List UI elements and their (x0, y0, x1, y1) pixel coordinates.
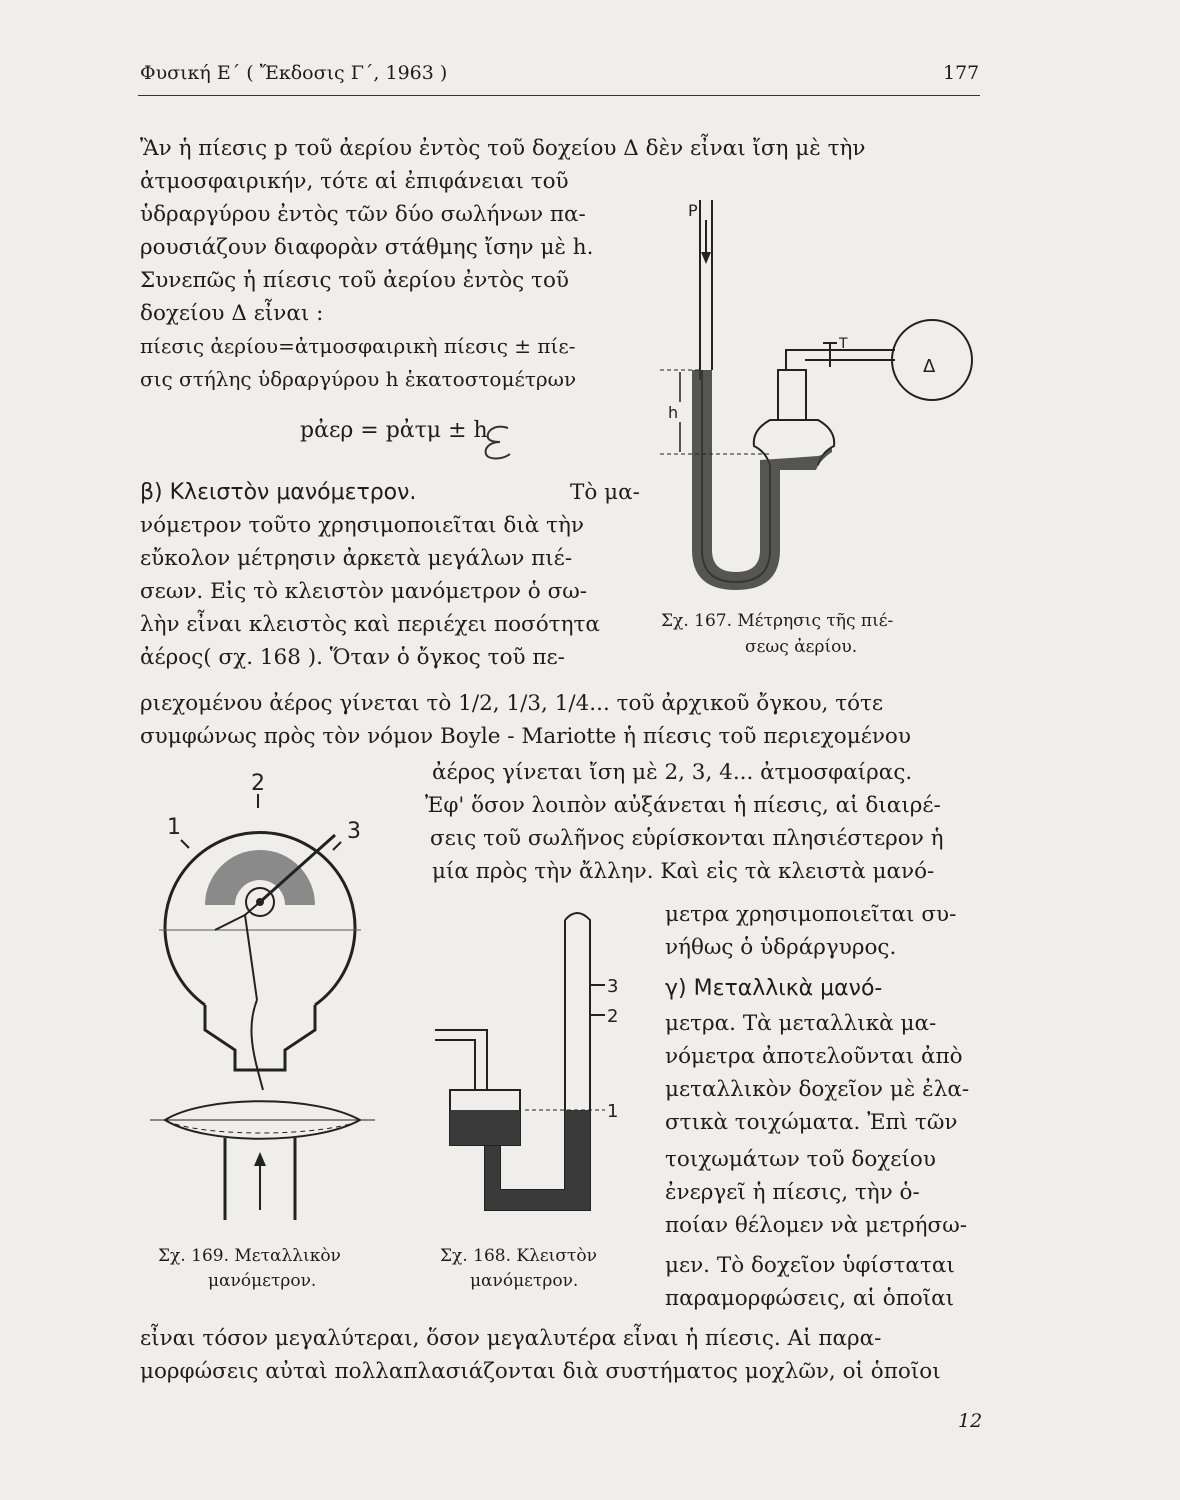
reservoir-mercury (450, 1110, 520, 1145)
text-line: Τὸ μα- (570, 480, 640, 505)
mercury-column (692, 370, 832, 590)
label-vessel: Δ (923, 356, 936, 377)
figure-169-metal-manometer (145, 760, 380, 1220)
text-line: παραμορφώσεις, αἱ ὁποῖαι (665, 1286, 955, 1311)
text-line: Ἐφ' ὅσον λοιπὸν αὐξάνεται ἡ πίεσις, αἱ διαιρέ- (425, 793, 941, 818)
handwritten-epsilon (478, 422, 518, 462)
text-line: συμφώνως πρὸς τὸν νόμον Boyle - Mariotte ἡ πίεσις τοῦ περιεχομένου (140, 724, 911, 749)
label-p: P (688, 201, 698, 220)
text-line: μία πρὸς τὴν ἄλλην. Καὶ εἰς τὰ κλειστὰ μανό- (432, 859, 935, 884)
text-line: νήθως ὁ ὑδράργυρος. (665, 935, 897, 960)
text-line: ὑδραργύρου ἐντὸς τῶν δύο σωλήνων πα- (140, 202, 586, 227)
text-line: ἀέρος γίνεται ἴση μὲ 2, 3, 4... ἀτμοσφαίρας. (432, 760, 913, 785)
text-line: σεις τοῦ σωλῆνος εὑρίσκονται πλησιέστερον ἡ (430, 826, 944, 851)
tick-3 (333, 842, 341, 850)
text-line: Ἂν ἡ πίεσις p τοῦ ἀερίου ἐντὸς τοῦ δοχείου Δ δὲν εἶναι ἴση μὲ τὴν (140, 136, 866, 161)
text-line: ἀτμοσφαιρικήν, τότε αἱ ἐπιφάνειαι τοῦ (140, 169, 569, 194)
inlet-arrow-head (254, 1152, 266, 1166)
lever-arm (215, 915, 245, 930)
bourdon-rod (251, 1000, 263, 1090)
caption-fig-167-line2: σεως ἀερίου. (745, 637, 858, 657)
scale-label-1: 1 (607, 1101, 619, 1122)
scale-label-3: 3 (607, 976, 619, 997)
section-heading-metal: γ) Μεταλλικὰ μανό- (665, 976, 883, 1001)
caption-fig-168: Σχ. 168. Κλειστὸν (440, 1246, 597, 1266)
connector-pipe (786, 350, 805, 370)
text-line: δοχείου Δ εἶναι : (140, 301, 324, 326)
dial-label-3: 3 (347, 819, 361, 844)
label-h: h (668, 403, 679, 422)
inlet-bend-outer (435, 1040, 475, 1090)
text-line: εὔκολον μέτρησιν ἀρκετὰ μεγάλων πιέ- (140, 546, 573, 571)
header-rule (138, 95, 980, 96)
figure-167-open-manometer (640, 190, 990, 610)
text-line: μεταλλικὸν δοχεῖον μὲ ἐλα- (665, 1077, 970, 1102)
caption-fig-167: Σχ. 167. Μέτρησις τῆς πιέ- (661, 611, 894, 631)
scale-label-2: 2 (607, 1006, 619, 1027)
text-line: μετρα. Τὰ μεταλλικὰ μα- (665, 1011, 937, 1036)
text-line: νόμετρα ἀποτελοῦνται ἀπὸ (665, 1044, 963, 1069)
dial-label-2: 2 (251, 771, 265, 796)
pressure-formula: pἀερ = pἀτμ ± h (300, 418, 488, 443)
text-line: μεν. Τὸ δοχεῖον ὑφίσταται (665, 1253, 955, 1278)
page-number: 177 (943, 62, 980, 84)
text-line: μετρα χρησιμοποιεῖται συ- (665, 902, 957, 927)
text-line: εἶναι τόσον μεγαλύτεραι, ὅσον μεγαλυτέρα εἶναι ἡ πίεσις. Αἱ παρα- (140, 1326, 882, 1351)
signature-mark: 12 (958, 1410, 983, 1432)
section-heading-closed: β) Κλειστὸν μανόμετρον. (140, 480, 417, 505)
tick-1 (181, 840, 189, 848)
text-line: ριεχομένου ἀέρος γίνεται τὸ 1/2, 1/3, 1/4... τοῦ ἀρχικοῦ ὄγκου, τότε (140, 691, 884, 716)
text-line: ἐνεργεῖ ἡ πίεσις, τὴν ὁ- (665, 1180, 920, 1205)
closed-tube-inner (500, 920, 565, 1190)
text-line: στικὰ τοιχώματα. Ἐπὶ τῶν (665, 1110, 958, 1135)
text-line: Συνεπῶς ἡ πίεσις τοῦ ἀερίου ἐντὸς τοῦ (140, 268, 569, 293)
caption-fig-168-line2: μανόμετρον. (470, 1271, 579, 1291)
text-line: σις στήλης ὑδραργύρου h ἑκατοστομέτρων (140, 367, 577, 391)
text-line: ἀέρος( σχ. 168 ). Ὅταν ὁ ὄγκος τοῦ πε- (140, 645, 565, 670)
text-line: μορφώσεις αὐταὶ πολλαπλασιάζονται διὰ συστήματος μοχλῶν, οἱ ὁποῖοι (140, 1359, 941, 1384)
caption-fig-169-line2: μανόμετρον. (208, 1271, 317, 1291)
running-title: Φυσική Ε΄ ( Ἔκδοσις Γ΄, 1963 ) (140, 62, 448, 84)
bulb-neck (778, 370, 806, 420)
caption-fig-169: Σχ. 169. Μεταλλικὸν (158, 1246, 341, 1266)
label-valve: T (839, 336, 848, 352)
text-line: ποίαν θέλομεν νὰ μετρήσω- (665, 1213, 968, 1238)
text-line: ρουσιάζουν διαφορὰν στάθμης ἴσην μὲ h. (140, 235, 594, 260)
text-line: πίεσις ἀερίου=ἀτμοσφαιρικὴ πίεσις ± πίε- (140, 334, 576, 358)
text-line: τοιχωμάτων τοῦ δοχείου (665, 1147, 936, 1172)
casing-neck (205, 1005, 315, 1070)
pressure-arrow-head (701, 252, 711, 264)
dial-label-1: 1 (167, 815, 181, 840)
text-line: νόμετρον τοῦτο χρησιμοποιεῖται διὰ τὴν (140, 513, 584, 538)
text-line: σεων. Εἰς τὸ κλειστὸν μανόμετρον ὁ σω- (140, 579, 588, 604)
text-line: λὴν εἶναι κλειστὸς καὶ περιέχει ποσότητα (140, 612, 600, 637)
figure-168-closed-manometer (425, 900, 625, 1235)
